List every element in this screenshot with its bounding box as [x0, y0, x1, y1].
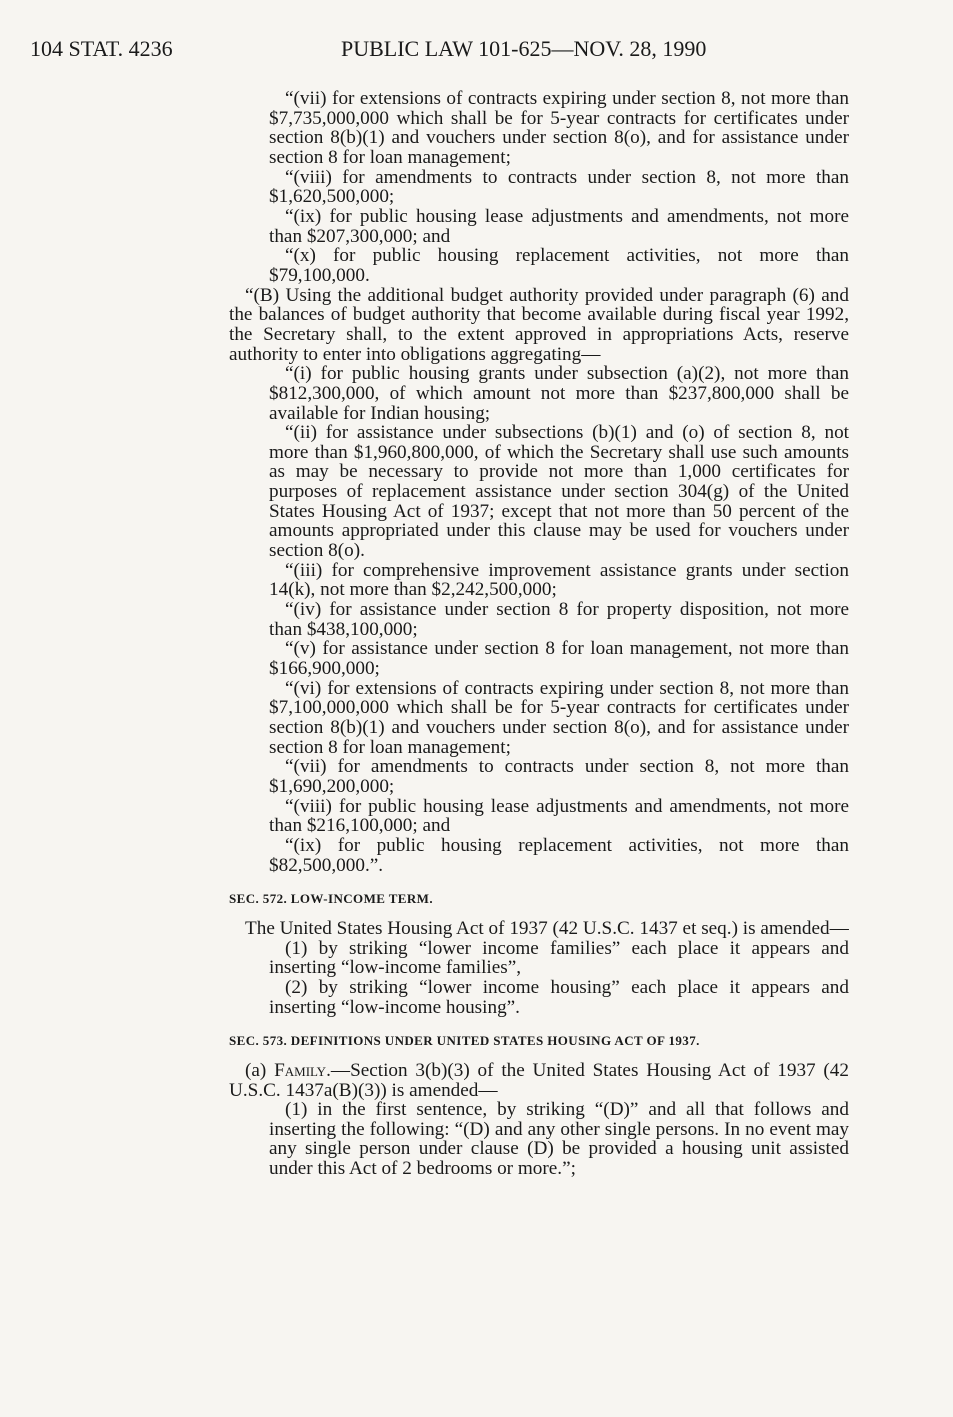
section-572-intro: The United States Housing Act of 1937 (42 U.S.C. 1437 et seq.) is amended— — [245, 917, 849, 939]
section-572-item-2: (2) by striking “lower income housing” each place it appears and inserting “low-income housing”. — [269, 976, 849, 1018]
page-header — [30, 36, 913, 66]
clause-iii-improvement-grants: “(iii) for comprehensive improvement assistance grants under section 14(k), not more than $2,242,500,000; — [269, 559, 849, 601]
law-title: PUBLIC LAW 101-625—NOV. 28, 1990 — [341, 36, 707, 61]
subsection-a-heading: Family — [274, 1059, 327, 1081]
clause-vii-extensions: “(vii) for extensions of contracts expiring under section 8, not more than $7,735,000,000 which shall be for 5-year contracts for certificates under section 8(b)(1) and vouchers under section 8(o), and for assistance under section 8 for loan management; — [269, 88, 849, 168]
section-573-subsection-a — [229, 1061, 849, 1100]
clause-viii-amendments: “(viii) for amendments to contracts under section 8, not more than $1,620,500,000; — [269, 166, 849, 208]
section-572-item-1: (1) by striking “lower income families” each place it appears and inserting “low-income families”, — [269, 937, 849, 979]
clause-ii-assistance: “(ii) for assistance under subsections (b)(1) and (o) of section 8, not more than $1,960,800,000, of which the Secretary shall use such amounts as may be necessary to provide not more than 1,000 certificates for purposes of replacement assistance under section 304(g) of the United States Housing Act of 1937; except that not more than 50 percent of the amounts appropriated under this clause may be used for vouchers under section 8(o). — [269, 422, 849, 562]
subsection-a-marker: (a) — [245, 1059, 275, 1081]
clause-i-public-housing-grants: “(i) for public housing grants under subsection (a)(2), not more than $812,300,000, of which amount not more than $237,800,000 shall be available for Indian housing; — [269, 363, 849, 424]
section-573-item-1: (1) in the first sentence, by striking “(D)” and all that follows and inserting the following: “(D) and any other single persons. In no event may any single person under clause (D) be provided a housing unit assisted under this Act of 2 bedrooms or more.”; — [269, 1099, 849, 1180]
clause-vi-extensions: “(vi) for extensions of contracts expiring under section 8, not more than $7,100,000,000 which shall be for 5-year contracts for certificates under section 8(b)(1) and vouchers under section 8(o), and for assistance under section 8 for loan management; — [269, 677, 849, 758]
clause-v-loan-management: “(v) for assistance under section 8 for loan management, not more than $166,900,000; — [269, 638, 849, 680]
section-573-heading: SEC. 573. DEFINITIONS UNDER UNITED STATES HOUSING ACT OF 1937. — [229, 1033, 700, 1049]
clause-viii-lease-adjustments: “(viii) for public housing lease adjustments and amendments, not more than $216,100,000; and — [269, 795, 849, 837]
clause-x-replacement: “(x) for public housing replacement activities, not more than $79,100,000. — [269, 245, 849, 286]
document-body — [229, 89, 849, 1179]
section-572-heading: SEC. 572. LOW-INCOME TERM. — [229, 891, 433, 907]
subparagraph-b: “(B) Using the additional budget authority provided under paragraph (6) and the balances of budget authority that become available during fiscal year 1992, the Secretary shall, to the extent approved in appropriations Acts, reserve authority to enter into obligations aggregating— — [229, 284, 849, 365]
clause-iv-property-disposition: “(iv) for assistance under section 8 for property disposition, not more than $438,100,000; — [269, 599, 849, 640]
clause-ix-lease-adjustments: “(ix) for public housing lease adjustments and amendments, not more than $207,300,000; and — [269, 205, 849, 247]
clause-ix-replacement: “(ix) for public housing replacement activities, not more than $82,500,000.”. — [269, 834, 849, 876]
clause-vii-amendments: “(vii) for amendments to contracts under section 8, not more than $1,690,200,000; — [269, 756, 849, 797]
page-reference: 104 STAT. 4236 — [30, 36, 173, 61]
subsection-a-text: .—Section 3(b)(3) of the United States Housing Act of 1937 (42 U.S.C. 1437a(B)(3)) is amended— — [229, 1059, 849, 1101]
